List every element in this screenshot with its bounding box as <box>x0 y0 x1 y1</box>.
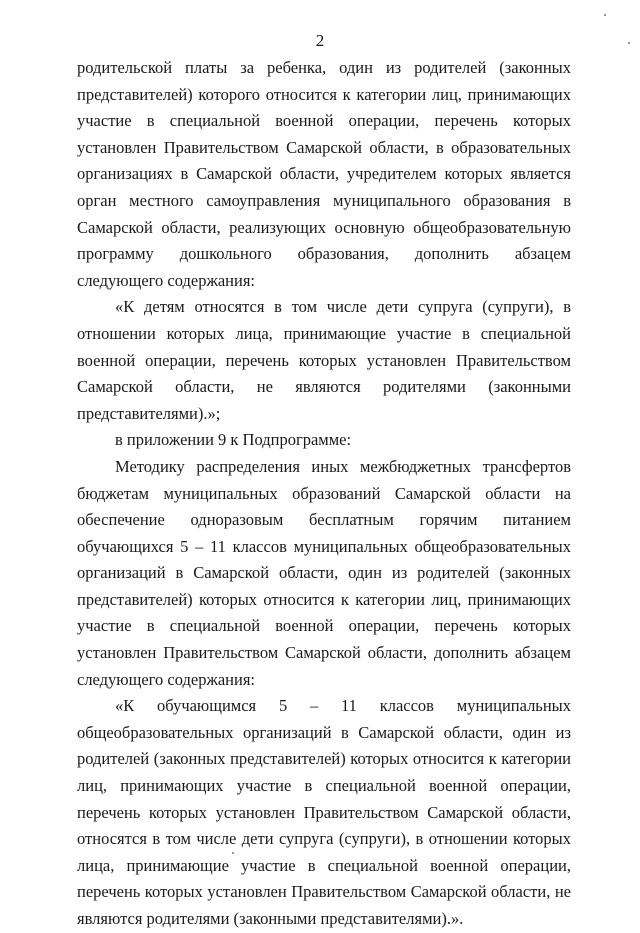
scan-speck <box>628 42 630 44</box>
scan-speck <box>232 852 234 854</box>
paragraph-appendix-9-heading: в приложении 9 к Подпрограмме: <box>115 430 352 450</box>
page-number: 2 <box>315 31 325 50</box>
scan-speck <box>604 14 606 16</box>
paragraph-quote-students: «К обучающимся 5 – 11 классов муниципальных общеобразовательных организаций в Самарской области, один из родителей (законных представителей) которых относится к категории лиц, принимающих участие в специальной военной операции, перечень которых установлен Правительством Самарской области, относятся в том числе дети супруга (супруги), в отношении которых лица, принимающие участие в специальной военной операции, перечень которых установлен Правительством Самарской области, не являются родителями (законными представителями).». <box>77 696 571 928</box>
paragraph-quote-children-of-spouse: «К детям относятся в том числе дети супруга (супруги), в отношении которых лица, принимающие участие в специальной военной операции, перечень которых установлен Правительством Самарской области, не являются родителями (законными представителями).»; <box>77 297 571 423</box>
paragraph-methodology: Методику распределения иных межбюджетных трансфертов бюджетам муниципальных образований Самарской области на обеспечение одноразовым бесплатным горячим питанием обучающихся 5 – 11 классов муниципальных общеобразовательных организаций в Самарской области, один из родителей (законных представителей) которых относится к категории лиц, принимающих участие в специальной военной операции, перечень которых установлен Правительством Самарской области, дополнить абзацем следующего содержания: <box>77 456 571 689</box>
paragraph-continuation: родительской платы за ребенка, один из родителей (законных представителей) которого относится к категории лиц, принимающих участие в специальной военной операции, перечень которых установлен Правительством Самарской области, в образовательных организациях в Самарской области, учредителем которых является орган местного самоуправления муниципального образования в Самарской области, реализующих основную общеобразовательную программу дошкольного образования, дополнить абзацем следующего содержания: <box>77 58 571 290</box>
document-body <box>77 55 571 933</box>
